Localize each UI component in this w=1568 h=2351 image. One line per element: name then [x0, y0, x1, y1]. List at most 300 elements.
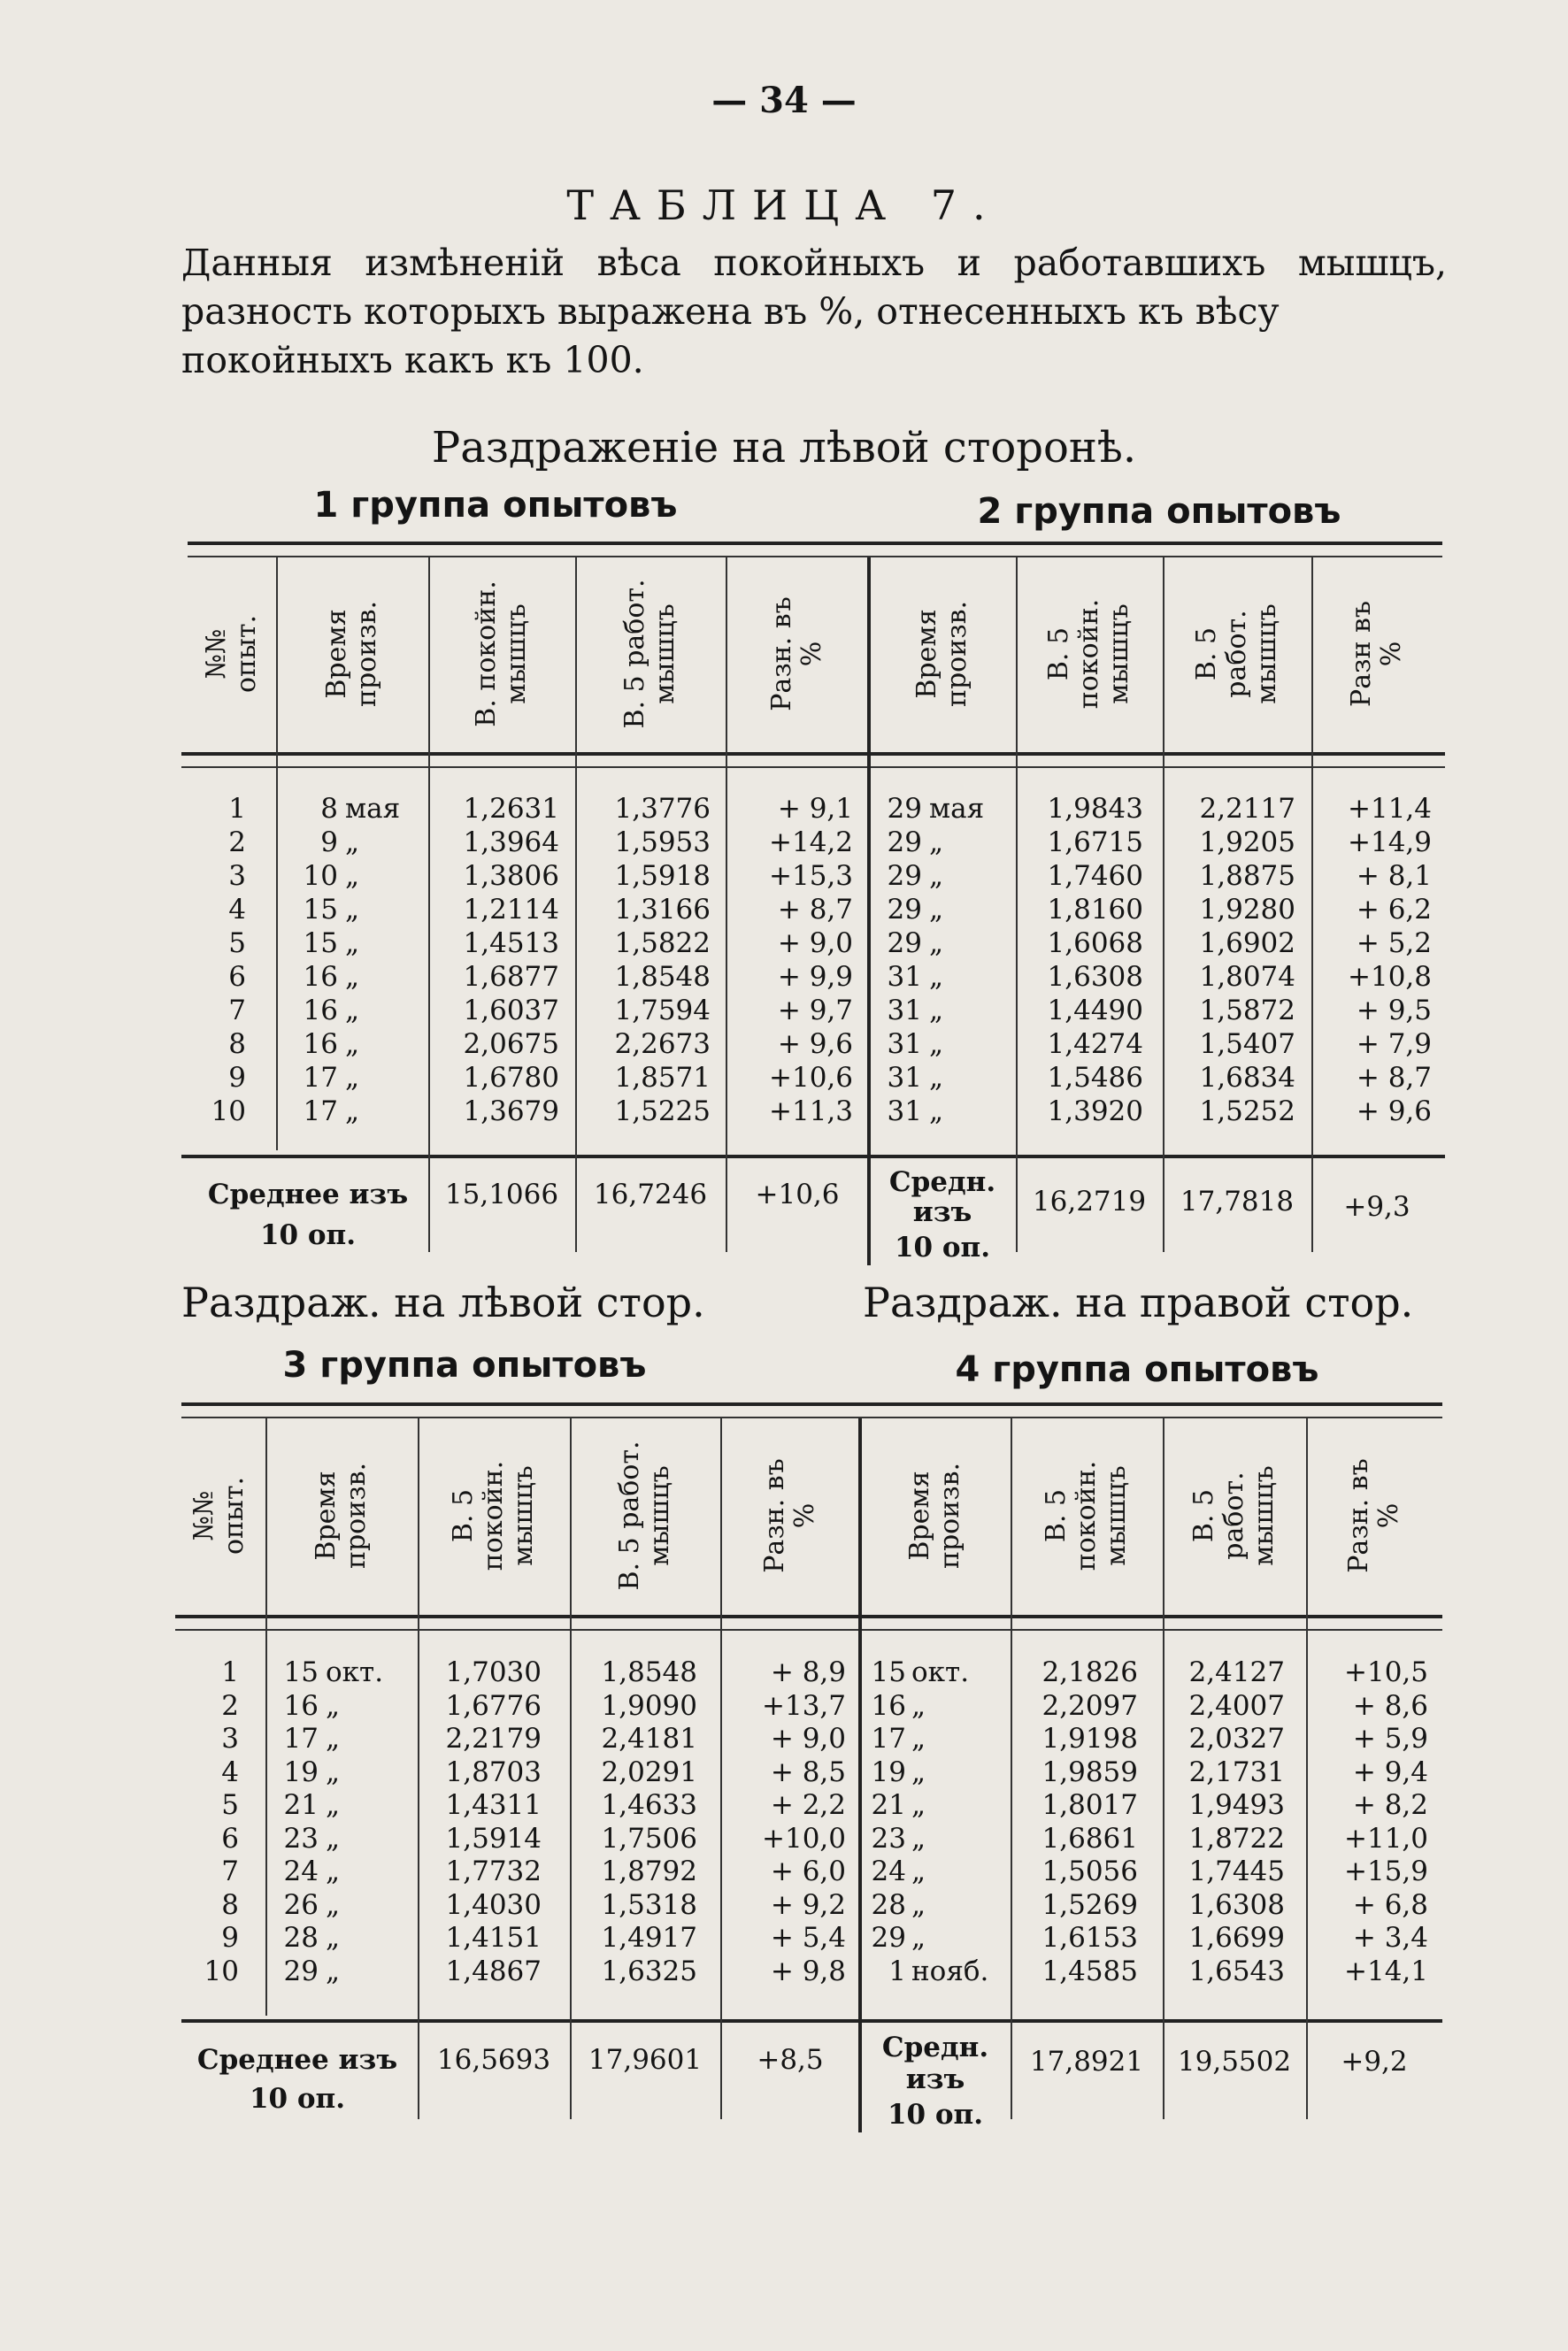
rule-top-2: [181, 1402, 1442, 1406]
cell-b2: 1,7445: [1188, 1855, 1285, 1887]
cell-b1: 1,3166: [614, 894, 711, 926]
cell-n: 1: [221, 1656, 239, 1688]
cell-n: 7: [228, 995, 246, 1026]
cell-p2: + 9,6: [1356, 1095, 1432, 1127]
header-rest-right: [1016, 557, 1163, 750]
header-work-left: [570, 1418, 720, 1613]
average-a2: 17,8921: [1029, 2046, 1144, 2078]
cell-m2: „: [929, 894, 944, 926]
cell-a2: 1,3920: [1047, 1095, 1143, 1127]
cell-d2: 21: [871, 1789, 906, 1821]
cell-a1: 2,0675: [463, 1028, 559, 1060]
cell-d2: 19: [871, 1756, 906, 1788]
cell-n: 9: [221, 1922, 239, 1954]
cell-b1: 1,3776: [614, 793, 711, 825]
cell-d1: 29: [283, 1955, 319, 1987]
header-label: В. 5 работ. мышцъ: [1188, 1465, 1280, 1566]
header-label: В. 5 покойн. мышцъ: [448, 1460, 539, 1571]
cell-p2: + 3,4: [1352, 1922, 1428, 1954]
cell-p1: + 9,0: [777, 927, 853, 959]
column-divider: [418, 1418, 419, 2119]
cell-m1: окт.: [326, 1656, 384, 1688]
cell-a1: 1,3964: [463, 826, 559, 858]
rule-header-bottom-2b: [175, 1629, 1442, 1631]
average-label-right-2: изъ: [905, 2063, 965, 2095]
cell-b1: 1,5225: [614, 1095, 711, 1127]
cell-a2: 1,4585: [1041, 1955, 1138, 1987]
cell-m1: „: [345, 860, 360, 892]
cell-d2: 28: [871, 1888, 906, 1921]
cell-n: 9: [228, 1062, 246, 1094]
cell-n: 6: [221, 1822, 239, 1855]
cell-d1: 17: [303, 1062, 338, 1094]
cell-n: 3: [221, 1723, 239, 1755]
cell-d1: 17: [283, 1723, 319, 1755]
cell-b2: 2,0327: [1188, 1723, 1285, 1755]
cell-d2: 1: [888, 1955, 906, 1987]
header-time-right: [869, 557, 1016, 750]
cell-m1: „: [345, 995, 360, 1026]
column-divider: [575, 557, 577, 1252]
cell-p2: + 9,5: [1356, 995, 1432, 1026]
header-label: В. 5 работ. мышцъ: [1191, 603, 1282, 704]
header-work-right: [1163, 1418, 1306, 1613]
cell-a2: 1,7460: [1047, 860, 1143, 892]
cell-p2: +10,5: [1344, 1656, 1428, 1688]
cell-m2: „: [929, 1062, 944, 1094]
cell-p1: + 5,4: [770, 1922, 846, 1954]
cell-n: 4: [228, 894, 246, 926]
cell-p1: + 9,8: [770, 1955, 846, 1987]
cell-m2: „: [911, 1922, 926, 1954]
rule-header-bottom-2: [175, 1615, 1442, 1618]
cell-p2: + 6,2: [1356, 894, 1432, 926]
cell-d1: 10: [303, 860, 338, 892]
cell-d2: 15: [871, 1656, 906, 1688]
cell-b1: 1,8571: [614, 1062, 711, 1094]
header-rest-left: [428, 557, 575, 750]
cell-p1: +14,2: [769, 826, 853, 858]
cell-d2: 31: [887, 1095, 922, 1127]
cell-p2: + 5,2: [1356, 927, 1432, 959]
cell-d2: 29: [871, 1922, 906, 1954]
cell-p1: + 8,9: [770, 1656, 846, 1688]
header-time-left: [276, 557, 428, 750]
cell-a1: 1,4867: [445, 1955, 542, 1987]
cell-d1: 15: [303, 927, 338, 959]
average-b1: 17,9601: [588, 2044, 703, 2076]
cell-a2: 1,6861: [1041, 1822, 1138, 1855]
cell-a2: 1,5056: [1041, 1855, 1138, 1887]
cell-d2: 17: [871, 1723, 906, 1755]
cell-m2: „: [929, 1028, 944, 1060]
header-diff-right: [1311, 557, 1442, 750]
cell-d1: 16: [303, 961, 338, 993]
table-title: ТАБЛИЦА 7.: [566, 181, 1002, 229]
average-b2: 17,7818: [1180, 1186, 1295, 1218]
cell-n: 6: [228, 961, 246, 993]
cell-m1: „: [345, 1028, 360, 1060]
cell-p1: + 9,2: [770, 1888, 846, 1921]
column-divider: [265, 1418, 267, 2016]
average-a1: 16,5693: [436, 2044, 551, 2076]
column-divider: [1306, 1418, 1308, 2119]
cell-b2: 1,5872: [1199, 995, 1295, 1026]
header-label: Разн. въ %: [1343, 1458, 1404, 1573]
cell-p2: +14,1: [1344, 1955, 1428, 1987]
cell-a1: 1,6780: [463, 1062, 559, 1094]
cell-p2: + 7,9: [1356, 1028, 1432, 1060]
cell-m1: „: [326, 1723, 341, 1755]
cell-d1: 28: [283, 1922, 319, 1954]
cell-d1: 26: [283, 1888, 319, 1921]
average-a1: 15,1066: [444, 1179, 559, 1210]
cell-p1: +15,3: [769, 860, 853, 892]
column-divider: [1163, 1418, 1164, 2119]
top-heading: Раздраженіе на лѣвой сторонѣ.: [431, 423, 1137, 473]
cell-m2: мая: [929, 793, 985, 825]
cell-a2: 1,9198: [1041, 1723, 1138, 1755]
cell-a1: 1,5914: [445, 1822, 542, 1855]
cell-m2: „: [929, 995, 944, 1026]
cell-m2: „: [911, 1855, 926, 1887]
cell-b1: 2,0291: [601, 1756, 697, 1788]
header-diff-left: [720, 1418, 860, 1613]
cell-d2: 24: [871, 1855, 906, 1887]
cell-m2: „: [911, 1756, 926, 1788]
cell-d1: 15: [303, 894, 338, 926]
rule-avg-1: [181, 1155, 1445, 1158]
cell-a1: 1,8703: [445, 1756, 542, 1788]
cell-p2: + 8,7: [1356, 1062, 1432, 1094]
cell-m1: „: [326, 1689, 341, 1722]
header-label: Разн въ %: [1346, 601, 1407, 707]
cell-a1: 1,3806: [463, 860, 559, 892]
header-label: №№ опыт.: [188, 1476, 250, 1556]
cell-m2: „: [929, 961, 944, 993]
cell-b1: 1,4633: [601, 1789, 697, 1821]
average-a2: 16,2719: [1032, 1186, 1147, 1218]
cell-m1: „: [326, 1888, 341, 1921]
header-time-left: [265, 1418, 418, 1613]
cell-b1: 1,4917: [601, 1922, 697, 1954]
cell-a2: 2,1826: [1041, 1656, 1138, 1688]
header-label: Время произв.: [311, 1462, 372, 1570]
cell-a2: 1,9843: [1047, 793, 1143, 825]
caption-line-1: Данныя измѣненій вѣса покойныхъ и работавшихъ мышцъ,: [181, 242, 1447, 284]
column-divider: [1311, 557, 1313, 1252]
cell-d2: 29: [887, 826, 922, 858]
cell-a1: 1,6037: [463, 995, 559, 1026]
cell-a1: 1,4311: [445, 1789, 542, 1821]
cell-m1: мая: [345, 793, 401, 825]
header-label: В. 5 покойн. мышцъ: [1041, 1460, 1132, 1571]
cell-d2: 29: [887, 927, 922, 959]
cell-b2: 2,4007: [1188, 1689, 1285, 1722]
header-label: Время произв.: [321, 600, 382, 708]
average-b2: 19,5502: [1177, 2046, 1292, 2078]
cell-p1: + 9,6: [777, 1028, 853, 1060]
group-1-title: 1 группа опытовъ: [313, 485, 678, 526]
cell-b1: 1,5918: [614, 860, 711, 892]
average-b1: 16,7246: [593, 1179, 708, 1210]
cell-p1: + 2,2: [770, 1789, 846, 1821]
cell-m1: „: [345, 826, 360, 858]
column-divider: [1011, 1418, 1012, 2119]
cell-b1: 1,5822: [614, 927, 711, 959]
cell-d2: 16: [871, 1689, 906, 1722]
cell-m1: „: [326, 1955, 341, 1987]
cell-b1: 2,2673: [614, 1028, 711, 1060]
cell-n: 4: [221, 1756, 239, 1788]
cell-b2: 1,5407: [1199, 1028, 1295, 1060]
cell-n: 10: [211, 1095, 246, 1127]
rule-top-1: [188, 542, 1442, 545]
cell-b2: 2,2117: [1199, 793, 1295, 825]
cell-b1: 1,7506: [601, 1822, 697, 1855]
cell-p1: +11,3: [769, 1095, 853, 1127]
cell-n: 8: [228, 1028, 246, 1060]
header-diff-left: [726, 557, 869, 750]
header-label: Разн. въ %: [759, 1458, 820, 1573]
cell-b1: 1,7594: [614, 995, 711, 1026]
cell-p2: + 5,9: [1352, 1723, 1428, 1755]
cell-p2: +11,0: [1344, 1822, 1428, 1855]
header-rest-left: [418, 1418, 570, 1613]
cell-m2: „: [911, 1723, 926, 1755]
cell-p2: +14,9: [1348, 826, 1432, 858]
cell-a2: 1,4274: [1047, 1028, 1143, 1060]
group-4-title: 4 группа опытовъ: [955, 1349, 1319, 1390]
cell-m2: „: [911, 1789, 926, 1821]
cell-a2: 1,8160: [1047, 894, 1143, 926]
cell-d1: 16: [303, 995, 338, 1026]
cell-p2: + 6,8: [1352, 1888, 1428, 1921]
average-label-left-1: Среднее изъ: [196, 2044, 398, 2076]
cell-a1: 1,2114: [463, 894, 559, 926]
page-number: — 34 —: [711, 80, 857, 121]
cell-d2: 23: [871, 1822, 906, 1855]
cell-b1: 2,4181: [601, 1723, 697, 1755]
cell-p1: +13,7: [762, 1689, 846, 1722]
cell-m1: „: [345, 1062, 360, 1094]
cell-p2: +15,9: [1344, 1855, 1428, 1887]
cell-a2: 1,9859: [1041, 1756, 1138, 1788]
cell-m2: „: [911, 1689, 926, 1722]
header-label: В. 5 покойн. мышцъ: [1043, 598, 1134, 710]
cell-m1: „: [326, 1855, 341, 1887]
header-work-left: [575, 557, 726, 750]
cell-d2: 29: [887, 860, 922, 892]
header-label: Время произв.: [904, 1462, 965, 1570]
header-label: Разн. въ %: [766, 596, 827, 711]
cell-n: 10: [204, 1955, 239, 1987]
cell-p1: + 9,0: [770, 1723, 846, 1755]
cell-d1: 9: [320, 826, 338, 858]
column-divider: [428, 557, 430, 1252]
cell-m1: „: [326, 1922, 341, 1954]
cell-m1: „: [345, 961, 360, 993]
column-divider: [570, 1418, 572, 2119]
column-divider: [1016, 557, 1018, 1252]
cell-m1: „: [326, 1789, 341, 1821]
header-label: В. 5 работ. мышцъ: [614, 1441, 675, 1591]
column-divider: [867, 557, 871, 1265]
column-divider: [276, 557, 278, 1150]
average-label-right-1: Средн.: [888, 1166, 996, 1198]
cell-d2: 29: [887, 894, 922, 926]
cell-d1: 16: [283, 1689, 319, 1722]
column-divider: [720, 1418, 722, 2119]
cell-b2: 1,9493: [1188, 1789, 1285, 1821]
cell-d2: 31: [887, 1062, 922, 1094]
header-diff-right: [1306, 1418, 1442, 1613]
cell-a1: 1,7732: [445, 1855, 542, 1887]
cell-b2: 1,6308: [1188, 1888, 1285, 1921]
cell-m2: „: [911, 1822, 926, 1855]
cell-a1: 2,2179: [445, 1723, 542, 1755]
cell-d1: 17: [303, 1095, 338, 1127]
cell-d1: 23: [283, 1822, 319, 1855]
cell-b2: 1,8074: [1199, 961, 1295, 993]
cell-a1: 1,4030: [445, 1888, 542, 1921]
header-label: №№ опыт.: [201, 614, 262, 694]
cell-a2: 1,8017: [1041, 1789, 1138, 1821]
cell-p1: + 6,0: [770, 1855, 846, 1887]
average-p2: +9,3: [1343, 1191, 1410, 1223]
cell-b1: 1,6325: [601, 1955, 697, 1987]
cell-b2: 2,4127: [1188, 1656, 1285, 1688]
average-p2: +9,2: [1341, 2046, 1408, 2078]
cell-d1: 8: [320, 793, 338, 825]
cell-d2: 31: [887, 1028, 922, 1060]
cell-b1: 1,5318: [601, 1888, 697, 1921]
cell-a2: 1,6715: [1047, 826, 1143, 858]
cell-p1: + 9,9: [777, 961, 853, 993]
cell-m2: „: [929, 860, 944, 892]
group-2-title: 2 группа опытовъ: [977, 491, 1341, 532]
average-label-right-3: 10 оп.: [887, 2099, 984, 2131]
rule-header-bottom-1b: [181, 766, 1445, 768]
cell-a2: 1,5486: [1047, 1062, 1143, 1094]
cell-m2: окт.: [911, 1656, 970, 1688]
header-label: В. 5 работ. мышцъ: [619, 579, 680, 729]
column-divider: [858, 1418, 862, 2132]
left-heading-2: Раздраж. на лѣвой стор.: [181, 1279, 705, 1326]
cell-a1: 1,4151: [445, 1922, 542, 1954]
header-label: Время произв.: [911, 600, 972, 708]
cell-n: 5: [228, 927, 246, 959]
cell-a2: 1,6153: [1041, 1922, 1138, 1954]
cell-n: 2: [221, 1689, 239, 1722]
rule-header-bottom-1: [181, 752, 1445, 756]
cell-b1: 1,8548: [614, 961, 711, 993]
cell-b2: 1,6834: [1199, 1062, 1295, 1094]
cell-a1: 1,6877: [463, 961, 559, 993]
cell-p1: +10,6: [769, 1062, 853, 1094]
cell-m1: „: [345, 927, 360, 959]
cell-n: 3: [228, 860, 246, 892]
table-caption: [181, 239, 1447, 385]
cell-a2: 1,6068: [1047, 927, 1143, 959]
cell-b1: 1,8792: [601, 1855, 697, 1887]
cell-b2: 1,8875: [1199, 860, 1295, 892]
cell-b2: 1,9280: [1199, 894, 1295, 926]
cell-p2: +11,4: [1348, 793, 1432, 825]
cell-p2: + 8,6: [1352, 1689, 1428, 1722]
cell-b1: 1,9090: [601, 1689, 697, 1722]
cell-m2: „: [929, 927, 944, 959]
cell-b2: 1,8722: [1188, 1822, 1285, 1855]
cell-a1: 1,2631: [463, 793, 559, 825]
caption-line-2: разность которыхъ выражена въ %, отнесенныхъ къ вѣсу: [181, 290, 1280, 333]
cell-b2: 1,6902: [1199, 927, 1295, 959]
caption-line-3: покойныхъ какъ къ 100.: [181, 339, 644, 381]
cell-d1: 16: [303, 1028, 338, 1060]
cell-m1: „: [326, 1756, 341, 1788]
column-divider: [726, 557, 727, 1252]
average-label-right-2: изъ: [912, 1196, 972, 1228]
cell-n: 7: [221, 1855, 239, 1887]
cell-m2: „: [929, 1095, 944, 1127]
average-p1: +8,5: [757, 2044, 824, 2076]
cell-d1: 21: [283, 1789, 319, 1821]
cell-b2: 1,6699: [1188, 1922, 1285, 1954]
cell-n: 8: [221, 1888, 239, 1921]
cell-b1: 1,8548: [601, 1656, 697, 1688]
average-label-left-2: 10 оп.: [249, 2083, 346, 2115]
cell-a1: 1,7030: [445, 1656, 542, 1688]
cell-d1: 24: [283, 1855, 319, 1887]
cell-d2: 29: [887, 793, 922, 825]
cell-a1: 1,3679: [463, 1095, 559, 1127]
header-num: [188, 557, 276, 750]
header-rest-right: [1011, 1418, 1163, 1613]
cell-a2: 1,5269: [1041, 1888, 1138, 1921]
cell-n: 5: [221, 1789, 239, 1821]
cell-p2: +10,8: [1348, 961, 1432, 993]
header-label: В. покойн. мышцъ: [471, 580, 532, 727]
cell-p2: + 9,4: [1352, 1756, 1428, 1788]
group-3-title: 3 группа опытовъ: [282, 1345, 647, 1386]
cell-m1: „: [345, 1095, 360, 1127]
cell-m1: „: [345, 894, 360, 926]
cell-m2: „: [929, 826, 944, 858]
cell-p2: + 8,2: [1352, 1789, 1428, 1821]
cell-m1: „: [326, 1822, 341, 1855]
cell-b2: 2,1731: [1188, 1756, 1285, 1788]
average-label-left-1: Среднее изъ: [207, 1179, 409, 1210]
average-label-right-1: Средн.: [881, 2032, 989, 2063]
cell-b2: 1,6543: [1188, 1955, 1285, 1987]
cell-a1: 1,6776: [445, 1689, 542, 1722]
cell-d1: 15: [283, 1656, 319, 1688]
cell-a2: 1,4490: [1047, 995, 1143, 1026]
cell-p1: + 8,7: [777, 894, 853, 926]
right-heading-2: Раздраж. на правой стор.: [863, 1279, 1414, 1326]
cell-p1: + 9,1: [777, 793, 853, 825]
header-num: [175, 1418, 264, 1613]
header-work-right: [1163, 557, 1311, 750]
cell-b2: 1,9205: [1199, 826, 1295, 858]
cell-n: 1: [228, 793, 246, 825]
cell-a2: 1,6308: [1047, 961, 1143, 993]
cell-d1: 19: [283, 1756, 319, 1788]
cell-p1: +10,0: [762, 1822, 846, 1855]
cell-b2: 1,5252: [1199, 1095, 1295, 1127]
rule-avg-2: [181, 2019, 1442, 2023]
average-label-right-3: 10 оп.: [894, 1232, 991, 1264]
